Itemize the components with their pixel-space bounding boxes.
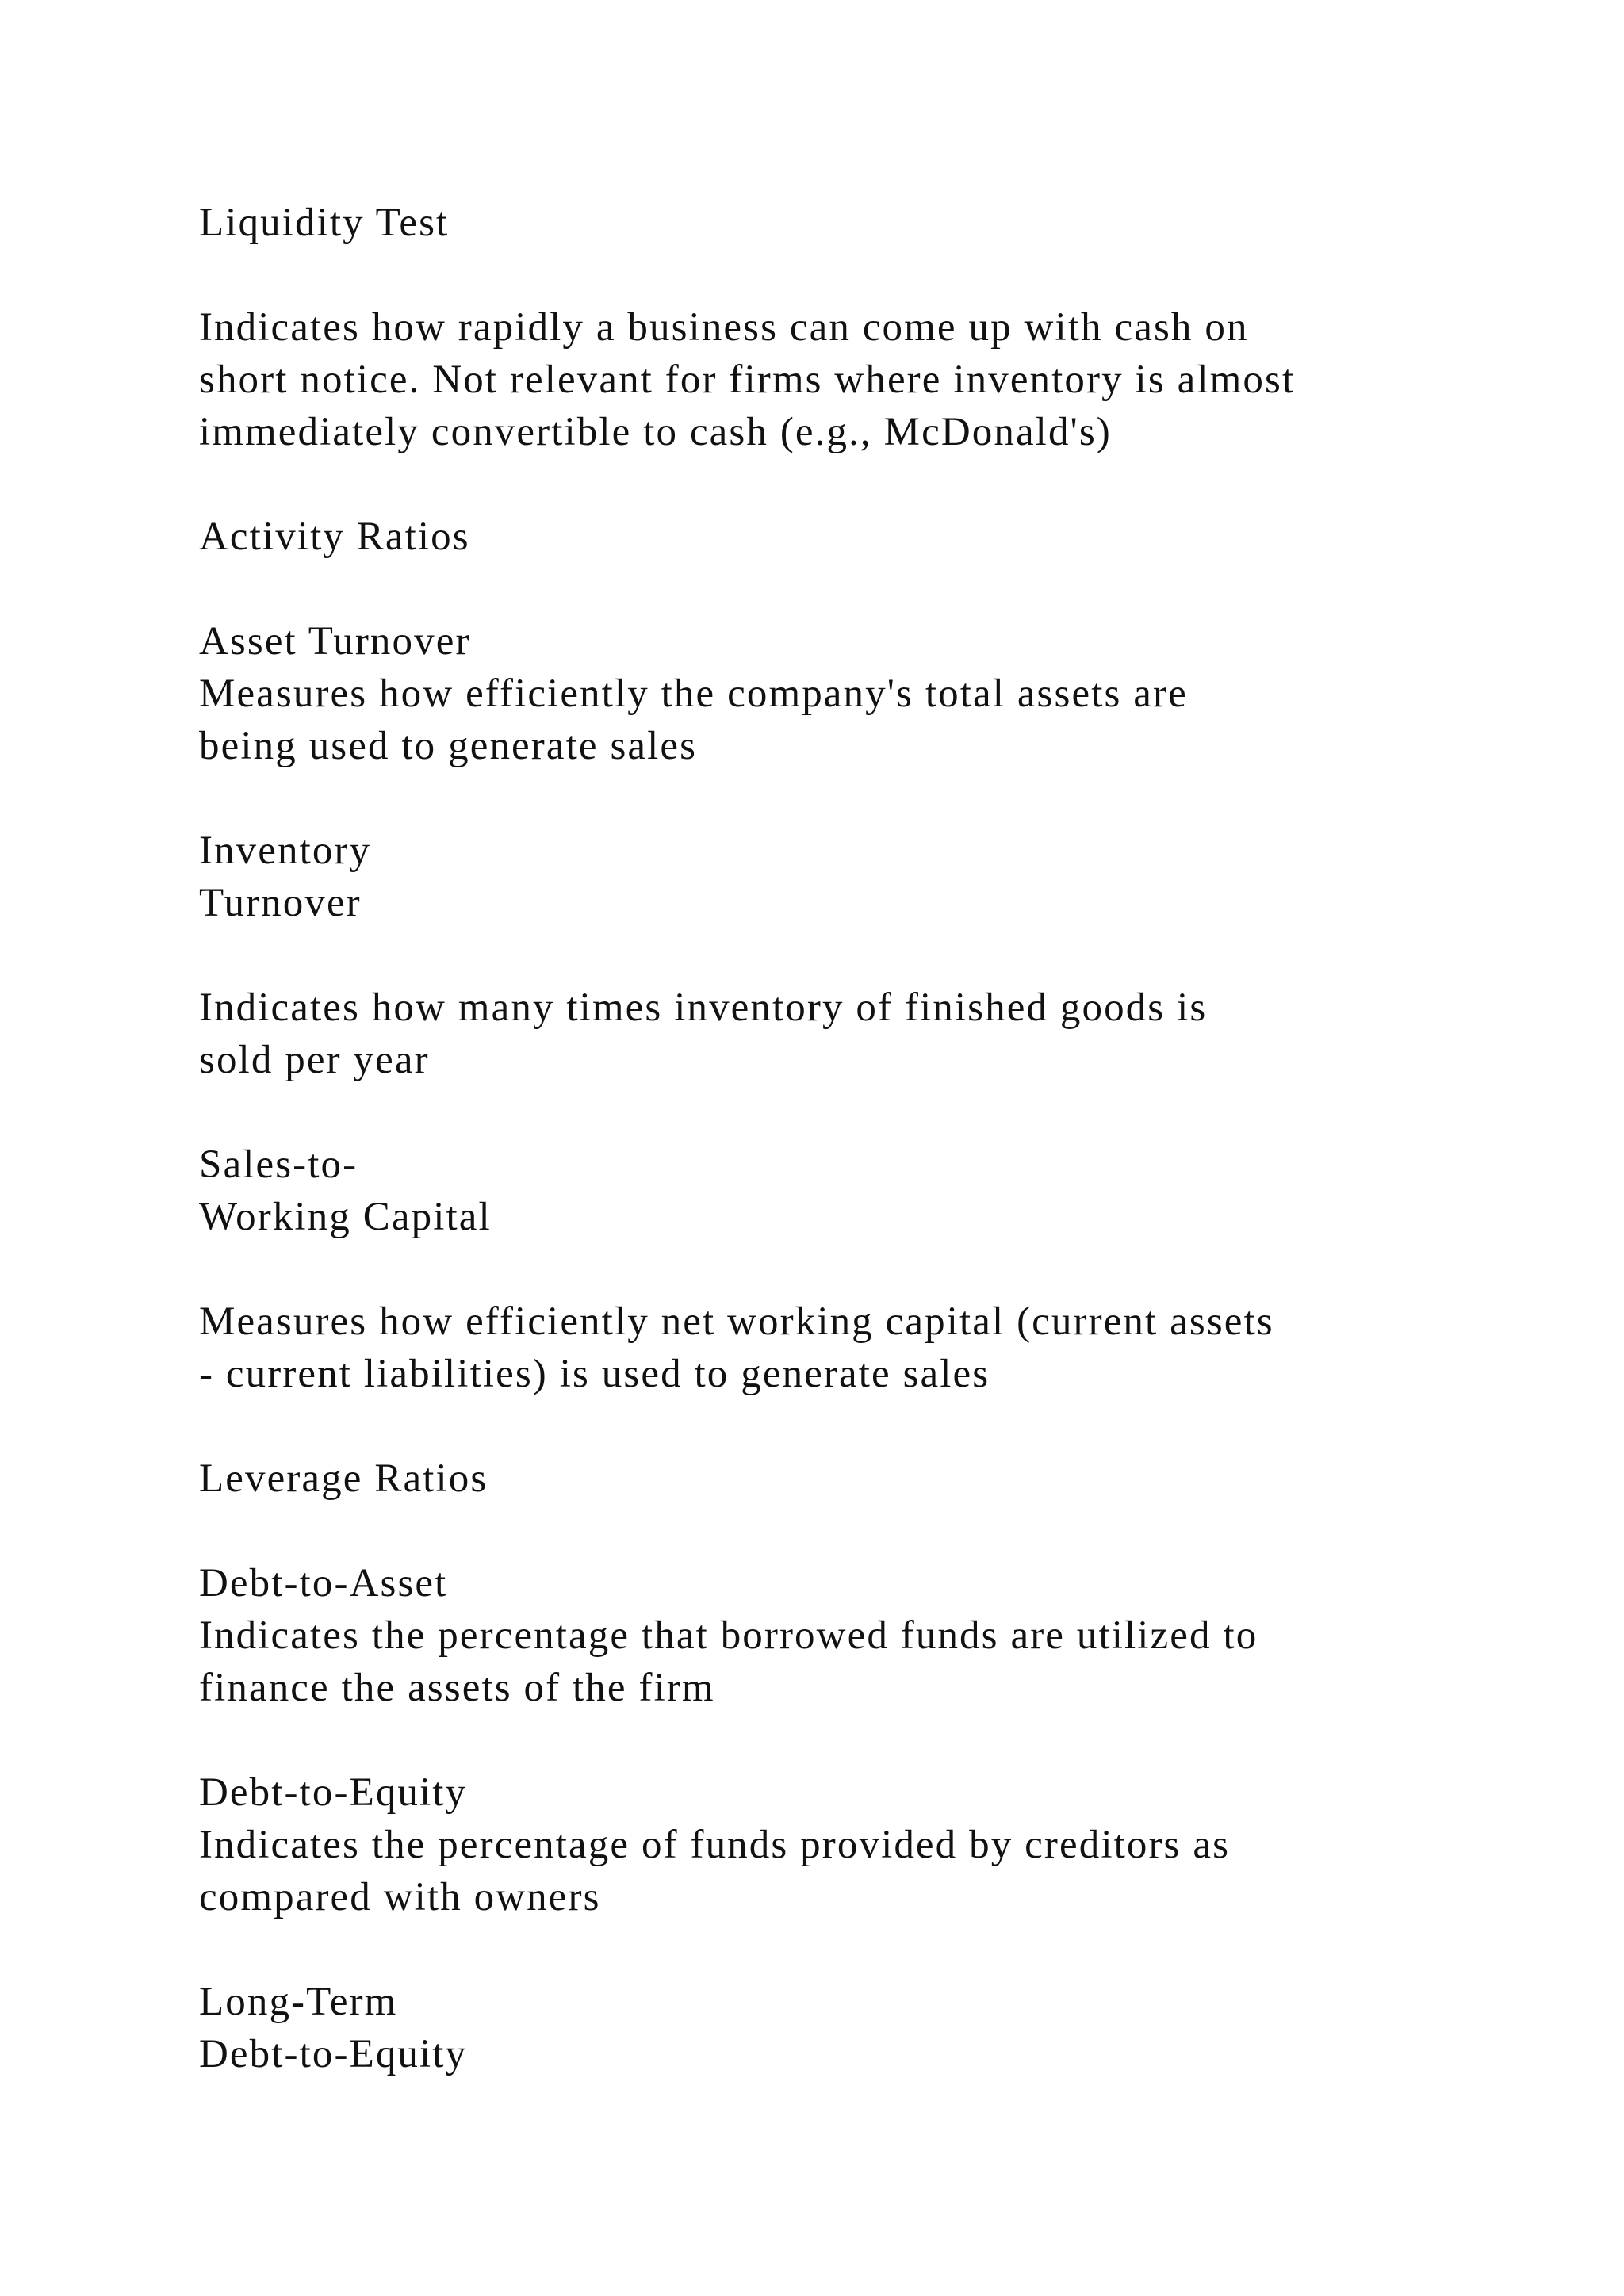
- term-sales-to-working-capital: Sales-to-: [199, 1142, 358, 1187]
- blank-line: [199, 1086, 1547, 1138]
- blank-line: [199, 1243, 1547, 1295]
- blank-line: [199, 563, 1547, 615]
- debt-to-asset-description-line: Indicates the percentage that borrowed funds are utilized to: [199, 1613, 1258, 1658]
- liquidity-test-description-line: short notice. Not relevant for firms where inventory is almost: [199, 358, 1296, 402]
- term-inventory-turnover: Turnover: [199, 881, 362, 925]
- section-heading-liquidity-test: Liquidity Test: [199, 201, 450, 245]
- blank-line: [199, 1714, 1547, 1766]
- debt-to-asset-description-line: finance the assets of the firm: [199, 1666, 715, 1710]
- inventory-turnover-description-line: sold per year: [199, 1038, 430, 1082]
- liquidity-test-description-line: immediately convertible to cash (e.g., McDonald's): [199, 410, 1112, 454]
- blank-line: [199, 929, 1547, 982]
- blank-line: [199, 249, 1547, 301]
- blank-line: [199, 1923, 1547, 1976]
- term-asset-turnover: Asset Turnover: [199, 619, 471, 664]
- inventory-turnover-description-line: Indicates how many times inventory of finished goods is: [199, 985, 1208, 1030]
- blank-line: [199, 1400, 1547, 1452]
- asset-turnover-description-line: being used to generate sales: [199, 724, 698, 768]
- term-inventory-turnover: Inventory: [199, 828, 372, 873]
- section-heading-activity-ratios: Activity Ratios: [199, 515, 470, 559]
- term-long-term-debt-to-equity: Debt-to-Equity: [199, 2032, 468, 2076]
- term-long-term-debt-to-equity: Long-Term: [199, 1980, 398, 2024]
- asset-turnover-description-line: Measures how efficiently the company's total assets are: [199, 672, 1188, 716]
- sales-to-working-capital-description-line: Measures how efficiently net working capital (current assets: [199, 1299, 1274, 1344]
- document-body: [199, 197, 1547, 2080]
- term-sales-to-working-capital: Working Capital: [199, 1195, 492, 1239]
- blank-line: [199, 458, 1547, 511]
- debt-to-equity-description-line: compared with owners: [199, 1875, 601, 1919]
- term-debt-to-equity: Debt-to-Equity: [199, 1770, 468, 1815]
- blank-line: [199, 772, 1547, 825]
- debt-to-equity-description-line: Indicates the percentage of funds provided by creditors as: [199, 1823, 1231, 1867]
- term-debt-to-asset: Debt-to-Asset: [199, 1561, 448, 1605]
- blank-line: [199, 1505, 1547, 1557]
- sales-to-working-capital-description-line: - current liabilities) is used to generate sales: [199, 1352, 990, 1396]
- liquidity-test-description-line: Indicates how rapidly a business can come up with cash on: [199, 305, 1249, 350]
- section-heading-leverage-ratios: Leverage Ratios: [199, 1456, 488, 1501]
